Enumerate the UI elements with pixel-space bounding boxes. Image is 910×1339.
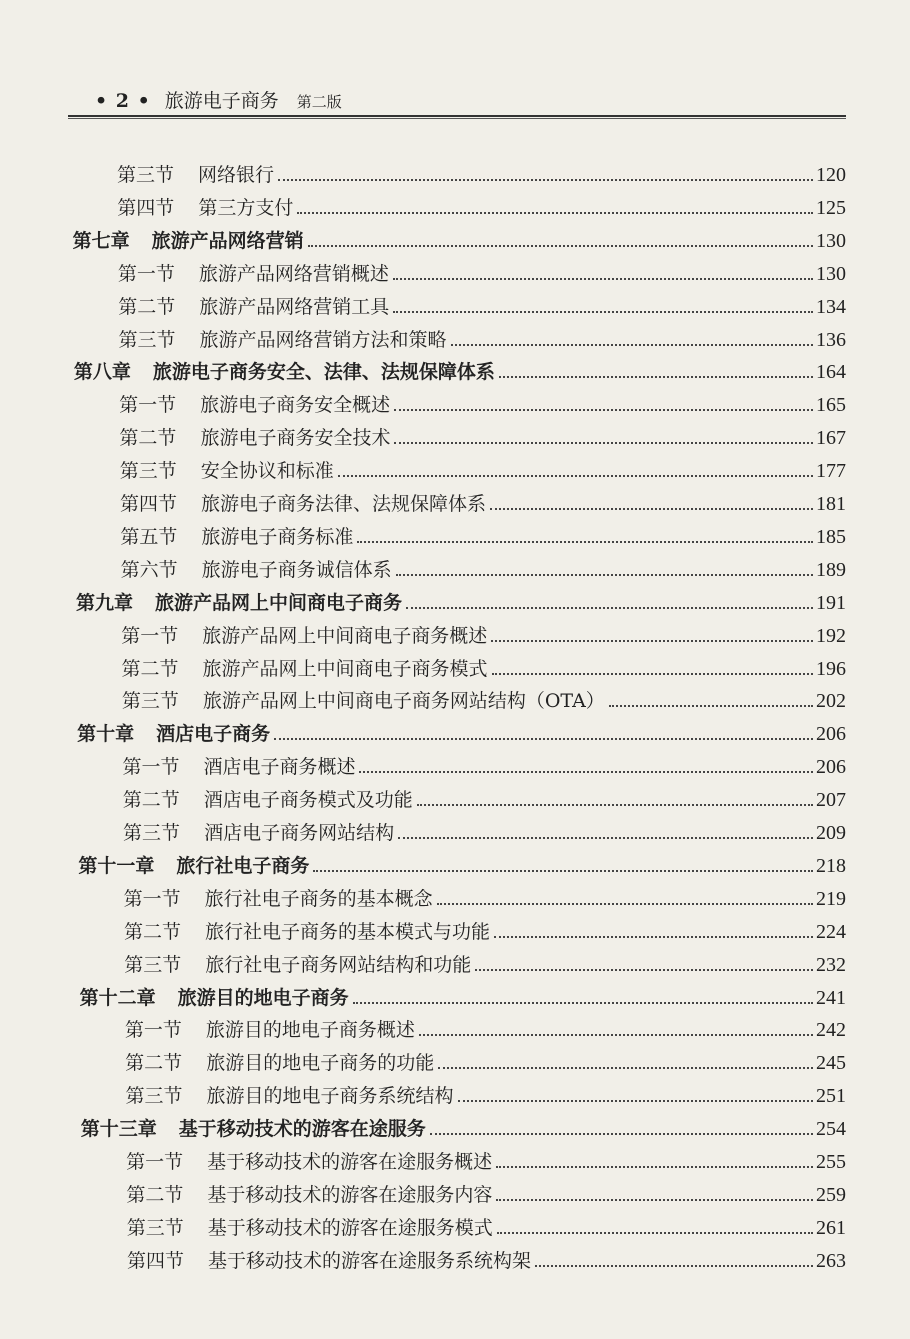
toc-section-entry xyxy=(122,680,846,712)
toc-page-number: 136 xyxy=(815,328,846,351)
toc-page-number: 232 xyxy=(815,953,846,976)
toc-page-number: 191 xyxy=(815,591,846,614)
section-number: 第一节 xyxy=(124,1019,182,1042)
dot-leader xyxy=(393,311,813,313)
chapter-number: 第七章 xyxy=(72,229,130,252)
chapter-title: 旅行社电子商务 xyxy=(176,854,310,877)
toc-chapter-entry xyxy=(74,351,846,383)
dot-leader xyxy=(496,1166,813,1168)
toc-page-number: 206 xyxy=(815,756,846,779)
section-title: 酒店电子商务概述 xyxy=(203,756,356,779)
header-rule xyxy=(68,115,846,119)
section-title: 酒店电子商务网站结构 xyxy=(204,822,395,844)
toc-section-entry xyxy=(122,648,846,680)
section-number: 第三节 xyxy=(123,822,181,844)
chapter-number: 第十二章 xyxy=(79,986,156,1009)
chapter-title: 旅游产品网上中间商电子商务 xyxy=(154,591,402,614)
section-title: 基于移动技术的游客在途服务内容 xyxy=(207,1183,493,1206)
toc-page-number: 177 xyxy=(815,460,846,483)
section-number: 第一节 xyxy=(123,887,181,910)
dot-leader xyxy=(496,1199,813,1201)
dot-leader xyxy=(308,245,813,247)
chapter-title: 旅游电子商务安全、法律、法规保障体系 xyxy=(152,361,495,384)
chapter-title: 酒店电子商务 xyxy=(156,723,271,746)
toc-section-entry xyxy=(126,1141,846,1173)
chapter-number: 第十章 xyxy=(77,723,135,746)
dot-leader xyxy=(499,376,813,378)
chapter-number: 第九章 xyxy=(75,591,133,614)
toc-section-entry xyxy=(124,911,846,943)
toc-page-number: 206 xyxy=(815,723,846,746)
section-number: 第一节 xyxy=(126,1151,184,1173)
section-title: 基于移动技术的游客在途服务模式 xyxy=(207,1216,493,1239)
toc-page-number: 241 xyxy=(815,986,846,1009)
dot-leader xyxy=(497,1232,813,1234)
dot-leader xyxy=(535,1265,813,1267)
toc-page-number: 185 xyxy=(815,525,846,548)
chapter-title: 旅游目的地电子商务 xyxy=(177,986,349,1009)
section-number: 第二节 xyxy=(125,1052,183,1075)
dot-leader xyxy=(417,804,813,806)
page-number: • 2 • xyxy=(95,90,151,112)
toc-page-number: 120 xyxy=(816,164,846,186)
dot-leader xyxy=(438,1067,813,1069)
section-number: 第三节 xyxy=(118,328,176,351)
section-title: 旅行社电子商务的基本概念 xyxy=(204,887,433,910)
toc-page-number: 259 xyxy=(815,1183,846,1206)
dot-leader xyxy=(437,903,813,905)
toc-chapter-entry xyxy=(77,713,846,745)
dot-leader xyxy=(475,969,813,971)
toc-section-entry xyxy=(117,187,846,219)
section-number: 第一节 xyxy=(117,262,175,285)
toc-page-number: 255 xyxy=(815,1151,846,1173)
toc-page-number: 130 xyxy=(815,262,846,285)
section-title: 第三方支付 xyxy=(198,196,294,219)
section-number: 第二节 xyxy=(118,295,176,318)
toc-section-entry xyxy=(120,450,846,482)
dot-leader xyxy=(494,936,813,938)
dot-leader xyxy=(353,1002,813,1004)
dot-leader xyxy=(274,738,813,740)
dot-leader xyxy=(393,278,813,280)
section-number: 第二节 xyxy=(122,789,180,812)
toc-page-number: 189 xyxy=(815,558,846,581)
dot-leader xyxy=(491,640,813,642)
dot-leader xyxy=(419,1034,813,1036)
toc-chapter-entry xyxy=(78,845,846,877)
toc-page-number: 134 xyxy=(815,295,846,318)
toc-page-number: 164 xyxy=(815,361,846,384)
toc-section-entry xyxy=(124,944,846,976)
toc-page-number: 196 xyxy=(815,657,846,680)
chapter-number: 第十三章 xyxy=(80,1118,157,1141)
section-title: 旅游电子商务标准 xyxy=(201,525,354,548)
toc-chapter-entry xyxy=(80,977,846,1009)
chapter-number: 第十一章 xyxy=(78,854,155,877)
section-title: 安全协议和标准 xyxy=(200,460,334,483)
section-number: 第四节 xyxy=(120,493,178,515)
section-number: 第二节 xyxy=(121,657,179,680)
toc-page-number: 202 xyxy=(815,690,846,713)
toc-section-entry xyxy=(120,483,846,515)
dot-leader xyxy=(338,475,813,477)
toc-section-entry xyxy=(126,1174,846,1206)
toc-section-entry xyxy=(118,253,846,285)
chapter-title: 旅游产品网络营销 xyxy=(151,229,304,252)
section-number: 第四节 xyxy=(127,1249,185,1272)
dot-leader xyxy=(396,574,813,576)
book-title: 旅游电子商务 xyxy=(164,90,279,112)
section-number: 第三节 xyxy=(125,1085,183,1108)
section-title: 旅游目的地电子商务的功能 xyxy=(206,1052,435,1075)
toc-section-entry xyxy=(127,1240,846,1272)
section-number: 第三节 xyxy=(126,1216,184,1239)
dot-leader xyxy=(490,508,813,510)
dot-leader xyxy=(398,837,813,839)
section-title: 旅游产品网络营销概述 xyxy=(198,262,389,285)
section-number: 第五节 xyxy=(120,525,178,548)
toc-chapter-entry xyxy=(76,582,846,614)
toc-page-number: 209 xyxy=(815,822,846,844)
dot-leader xyxy=(394,409,813,411)
edition-label: 第二版 xyxy=(296,93,342,111)
section-title: 旅游产品网络营销工具 xyxy=(199,295,390,318)
section-title: 旅游电子商务诚信体系 xyxy=(201,558,392,581)
section-number: 第二节 xyxy=(126,1183,184,1206)
toc-page-number: 224 xyxy=(815,920,846,943)
dot-leader xyxy=(430,1133,813,1135)
toc-page-number: 245 xyxy=(815,1052,846,1075)
toc-section-entry xyxy=(123,779,846,811)
section-number: 第四节 xyxy=(117,196,175,219)
dot-leader xyxy=(609,705,813,707)
section-title: 旅行社电子商务网站结构和功能 xyxy=(205,953,472,976)
toc-section-entry xyxy=(119,417,846,449)
section-number: 第三节 xyxy=(117,164,175,186)
toc-page-number: 251 xyxy=(815,1085,846,1108)
toc-page-number: 242 xyxy=(815,1019,846,1042)
chapter-title: 基于移动技术的游客在途服务 xyxy=(178,1118,426,1141)
section-title: 旅行社电子商务的基本模式与功能 xyxy=(204,920,490,943)
dot-leader xyxy=(451,344,813,346)
dot-leader xyxy=(406,607,813,609)
toc-section-entry xyxy=(118,286,846,318)
toc-section-entry xyxy=(117,154,846,186)
section-number: 第一节 xyxy=(121,624,179,647)
toc-section-entry xyxy=(125,1075,846,1107)
section-number: 第二节 xyxy=(119,427,177,450)
section-title: 旅游产品网络营销方法和策略 xyxy=(199,328,447,351)
section-title: 网络银行 xyxy=(198,164,275,186)
dot-leader xyxy=(458,1100,813,1102)
dot-leader xyxy=(359,771,813,773)
toc-page-number: 254 xyxy=(815,1118,846,1141)
section-number: 第三节 xyxy=(124,953,182,976)
section-title: 旅游电子商务法律、法规保障体系 xyxy=(201,493,487,515)
toc-page-number: 263 xyxy=(816,1249,846,1272)
section-title: 旅游产品网上中间商电子商务网站结构（OTA） xyxy=(202,690,605,713)
dot-leader xyxy=(297,212,813,214)
toc-section-entry xyxy=(119,319,846,351)
section-number: 第一节 xyxy=(122,756,180,779)
toc-section-entry xyxy=(120,516,846,548)
toc-page-number: 218 xyxy=(815,854,846,877)
toc-page-number: 219 xyxy=(815,887,846,910)
section-title: 旅游产品网上中间商电子商务概述 xyxy=(202,624,488,647)
toc-page-number: 130 xyxy=(815,229,846,252)
toc-page-number: 125 xyxy=(815,196,846,219)
toc-section-entry xyxy=(121,549,846,581)
section-number: 第三节 xyxy=(121,690,179,713)
toc-chapter-entry xyxy=(81,1108,846,1140)
dot-leader xyxy=(357,541,813,543)
toc-page-number: 167 xyxy=(815,427,846,450)
section-number: 第一节 xyxy=(119,394,177,417)
toc-section-entry xyxy=(127,1207,846,1239)
section-title: 基于移动技术的游客在途服务概述 xyxy=(207,1151,493,1173)
chapter-number: 第八章 xyxy=(73,361,131,384)
toc-page-number: 261 xyxy=(815,1216,846,1239)
section-title: 酒店电子商务模式及功能 xyxy=(203,789,413,812)
dot-leader xyxy=(492,673,813,675)
toc-section-entry xyxy=(125,1009,846,1041)
section-title: 旅游电子商务安全技术 xyxy=(200,427,391,450)
toc-page-number: 181 xyxy=(815,493,846,515)
toc-section-entry xyxy=(124,878,846,910)
running-head xyxy=(95,86,342,116)
toc-section-entry xyxy=(123,812,846,844)
toc-section-entry xyxy=(122,746,846,778)
toc-section-entry xyxy=(121,615,846,647)
section-title: 旅游目的地电子商务概述 xyxy=(205,1019,415,1042)
section-number: 第六节 xyxy=(120,558,178,581)
toc-section-entry xyxy=(125,1042,846,1074)
section-title: 旅游产品网上中间商电子商务模式 xyxy=(202,657,488,680)
section-number: 第二节 xyxy=(123,920,181,943)
toc-page-number: 192 xyxy=(815,624,846,647)
toc-page-number: 165 xyxy=(815,394,846,417)
section-title: 旅游电子商务安全概述 xyxy=(200,394,391,417)
toc-chapter-entry xyxy=(73,220,846,252)
dot-leader xyxy=(313,870,813,872)
section-title: 基于移动技术的游客在途服务系统构架 xyxy=(208,1249,532,1272)
toc-section-entry xyxy=(119,384,846,416)
section-title: 旅游目的地电子商务系统结构 xyxy=(206,1085,454,1108)
section-number: 第三节 xyxy=(119,460,177,483)
toc-page-number: 207 xyxy=(815,789,846,812)
dot-leader xyxy=(278,179,813,181)
dot-leader xyxy=(394,442,813,444)
